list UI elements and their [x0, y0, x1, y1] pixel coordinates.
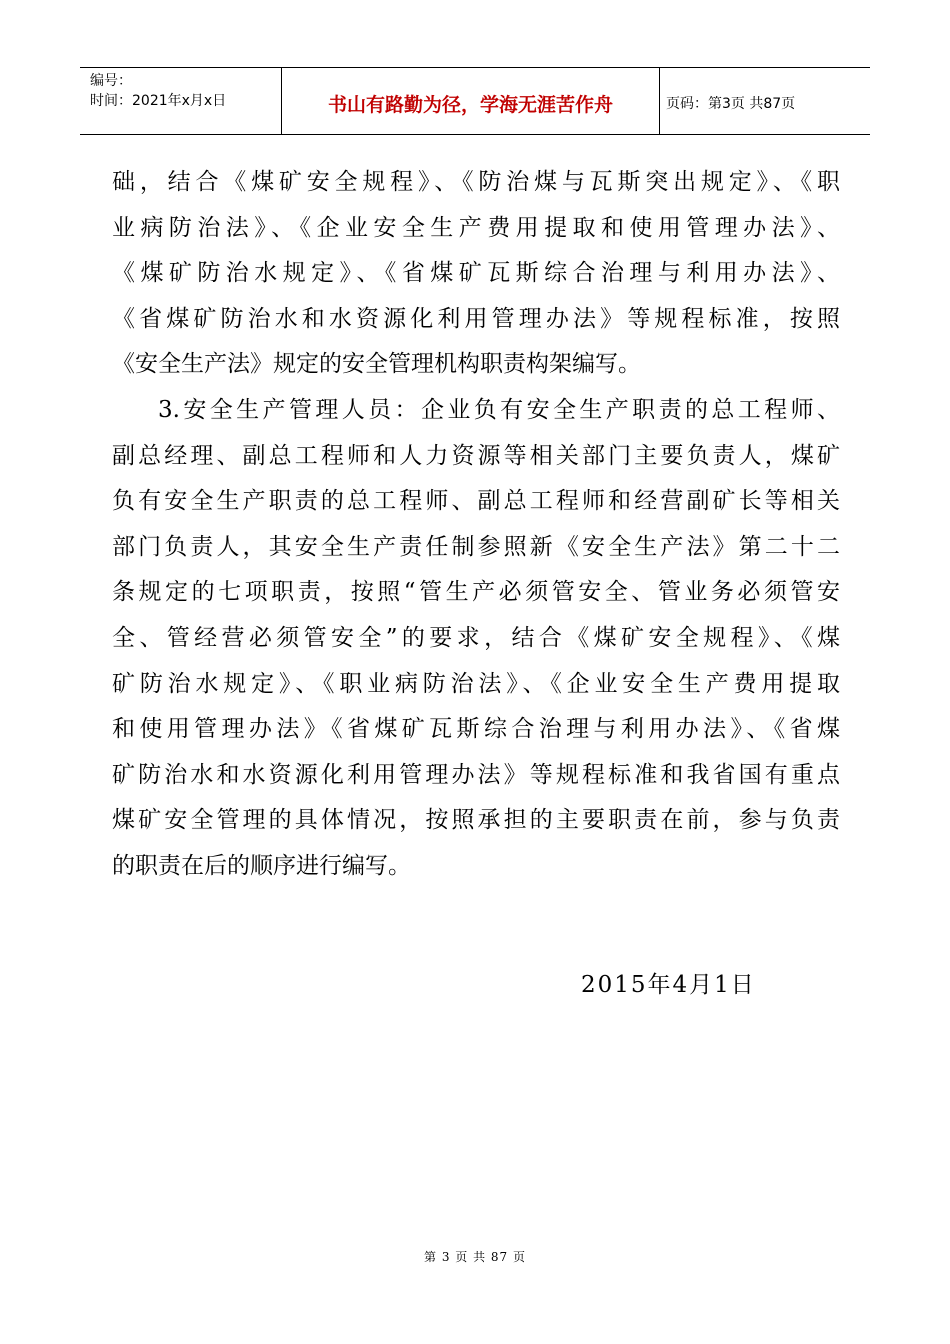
number-label: 编号： [90, 73, 132, 89]
body-line: 础，结合《煤矿安全规程》、《防治煤与瓦斯突出规定》、《职 [112, 169, 840, 195]
body-line: 和使用管理办法》《省煤矿瓦斯综合治理与利用办法》、《省煤 [112, 716, 840, 743]
header-page-info: 页码：第3页 共87页 [666, 96, 796, 112]
document-date: 2015年4月1日 [581, 972, 756, 998]
header-table [80, 67, 870, 135]
body-line: 条规定的七项职责，按照“管生产必须管安全、管业务必须管安 [112, 579, 840, 606]
body-line: 《安全生产法》规定的安全管理机构职责构架编写。 [112, 351, 641, 378]
body-line: 矿防治水和水资源化利用管理办法》等规程标准和我省国有重点 [112, 761, 840, 788]
body-line: 矿防治水规定》、《职业病防治法》、《企业安全生产费用提取 [112, 670, 840, 697]
body-line: 副总经理、副总工程师和人力资源等相关部门主要负责人，煤矿 [112, 442, 840, 469]
body-line: 3.安全生产管理人员：企业负有安全生产职责的总工程师、 [158, 396, 840, 423]
body-line: 《省煤矿防治水和水资源化利用管理办法》等规程标准，按照 [112, 305, 840, 332]
body-line: 《煤矿防治水规定》、《省煤矿瓦斯综合治理与利用办法》、 [112, 260, 840, 287]
header-meta-cell [80, 68, 282, 134]
body-line: 业病防治法》、《企业安全生产费用提取和使用管理办法》、 [112, 214, 840, 241]
body-line: 煤矿安全管理的具体情况，按照承担的主要职责在前，参与负责 [112, 807, 840, 834]
body-line: 的职责在后的顺序进行编写。 [112, 852, 411, 879]
document-body [112, 160, 840, 890]
body-line: 全、管经营必须管安全”的要求，结合《煤矿安全规程》、《煤 [112, 624, 840, 651]
page-footer: 第 3 页 共 87 页 [424, 1250, 526, 1264]
body-line: 负有安全生产职责的总工程师、副总工程师和经营副矿长等相关 [112, 488, 840, 515]
header-motto: 书山有路勤为径，学海无涯苦作舟 [282, 68, 660, 134]
body-line: 部门负责人，其安全生产责任制参照新《安全生产法》第二十二 [112, 533, 840, 560]
time-label: 时间：2021年x月x日 [90, 93, 227, 109]
